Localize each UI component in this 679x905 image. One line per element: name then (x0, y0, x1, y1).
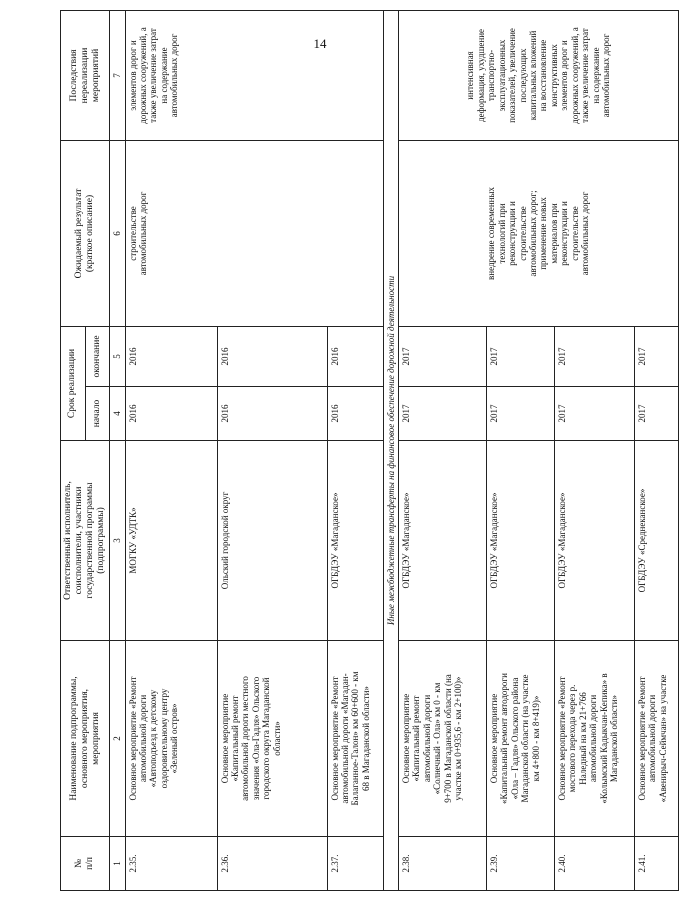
column-number: 3 (110, 441, 125, 641)
row-number: 2.38. (398, 837, 486, 891)
row-name: Основное мероприятие «Капитальный ремонт автодороги «Ола – Гадля» Ольского района Магаданской области (на участке км 4+800 - км 8+419)» (486, 641, 554, 837)
row-executor: Ольский городской округ (217, 441, 327, 641)
row-number: 2.36. (217, 837, 327, 891)
row-start: 2017 (486, 387, 554, 441)
row-start: 2017 (554, 387, 634, 441)
row-number: 2.39. (486, 837, 554, 891)
header-executor: Ответственный исполнитель, соисполнители, участники государственной программы (подпрограммы) (61, 441, 110, 641)
row-result: внедрение современных технологий при реконструкции и строительстве автомобильных дорог; применение новых материалов при реконструкции и строительстве автомобильных дорог (398, 140, 678, 326)
row-number: 2.37. (327, 837, 383, 891)
header-name: Наименование подпрограммы, основного мероприятия, мероприятия (61, 641, 110, 837)
header-consequence: Последствия нереализации мероприятий (61, 10, 110, 140)
row-name: Основное мероприятие «Ремонт автомобильной дороги «Магадан- Балаганное-Талон» км 60+600 - км 68 в Магаданской области» (327, 641, 383, 837)
row-number: 2.35. (125, 837, 217, 891)
row-start: 2017 (398, 387, 486, 441)
row-end: 2016 (327, 326, 383, 386)
column-number: 6 (110, 140, 125, 326)
header-end: окончание (85, 326, 110, 386)
row-executor: МОГКУ «УДТК» (125, 441, 217, 641)
table-row (125, 10, 217, 890)
row-name: Основное мероприятие «Ремонт мостового перехода через р. Наледный на км 21+766 автомобильной дороги «Колымский Кадыкчан-Кепика» в Магаданской области» (554, 641, 634, 837)
measures-table (60, 10, 679, 891)
header-result: Ожидаемый результат (краткое описание) (61, 140, 110, 326)
row-start: 2016 (327, 387, 383, 441)
row-number: 2.40. (554, 837, 634, 891)
header-start: начало (85, 387, 110, 441)
row-name: Основное мероприятие «Капитальный ремонт автомобильной дороги «Солнечный - Ола» км 0 - км 9+700 в Магаданской области (на участке км 0+935,6 - км 2+100)» (398, 641, 486, 837)
column-number: 5 (110, 326, 125, 386)
row-end: 2017 (486, 326, 554, 386)
row-consequence: интенсивная деформация, ухудшение транспортно- эксплуатационных показателей, увеличение последующих капитальных вложений на восстановление конструктивных элементов дорог и дорожных сооружений, а также увеличение затрат на содержание автомобильных дорог (398, 10, 678, 140)
section-heading-row (383, 10, 398, 890)
row-end: 2016 (125, 326, 217, 386)
section-heading: Иные межбюджетные трансферты на финансовое обеспечение дорожной деятельности (383, 10, 398, 890)
header-num: № п/п (61, 837, 110, 891)
column-number: 1 (110, 837, 125, 891)
row-start: 2016 (217, 387, 327, 441)
row-end: 2017 (554, 326, 634, 386)
row-start: 2016 (125, 387, 217, 441)
row-executor: ОГБДЭУ «Магаданское» (486, 441, 554, 641)
row-name: Основное мероприятие «Капитальный ремонт автомобильной дороги местного значения «Ола-Гадля» Ольского городского округа Магаданской области» (217, 641, 327, 837)
row-executor: ОГБДЭУ «Магаданское» (398, 441, 486, 641)
header-row (61, 10, 86, 890)
row-executor: ОГБДЭУ «Магаданское» (327, 441, 383, 641)
row-number: 2.41. (634, 837, 678, 891)
row-executor: ОГБДЭУ «Магаданское» (554, 441, 634, 641)
column-number: 7 (110, 10, 125, 140)
header-period: Срок реализации (61, 326, 86, 440)
row-name: Основное мероприятие «Ремонт автомобильной дороги «Авенирыч-Сеймчан» на участке (634, 641, 678, 837)
row-end: 2016 (217, 326, 327, 386)
table-row (398, 10, 486, 890)
row-executor: ОГБДЭУ «Среднеканское» (634, 441, 678, 641)
row-consequence: элементов дорог и дорожных сооружений, а также увеличение затрат на содержание автомобильных дорог (125, 10, 383, 140)
column-number: 4 (110, 387, 125, 441)
row-name: Основное мероприятие «Ремонт автомобильной дороги «Автоподъезд к детскому оздоровительному центру «Зеленый остров» (125, 641, 217, 837)
row-result: строительстве автомобильных дорог (125, 140, 383, 326)
column-number-row (110, 10, 125, 890)
column-number: 2 (110, 641, 125, 837)
row-start: 2017 (634, 387, 678, 441)
page-number: 14 (313, 36, 327, 51)
row-end: 2017 (398, 326, 486, 386)
row-end: 2017 (634, 326, 678, 386)
